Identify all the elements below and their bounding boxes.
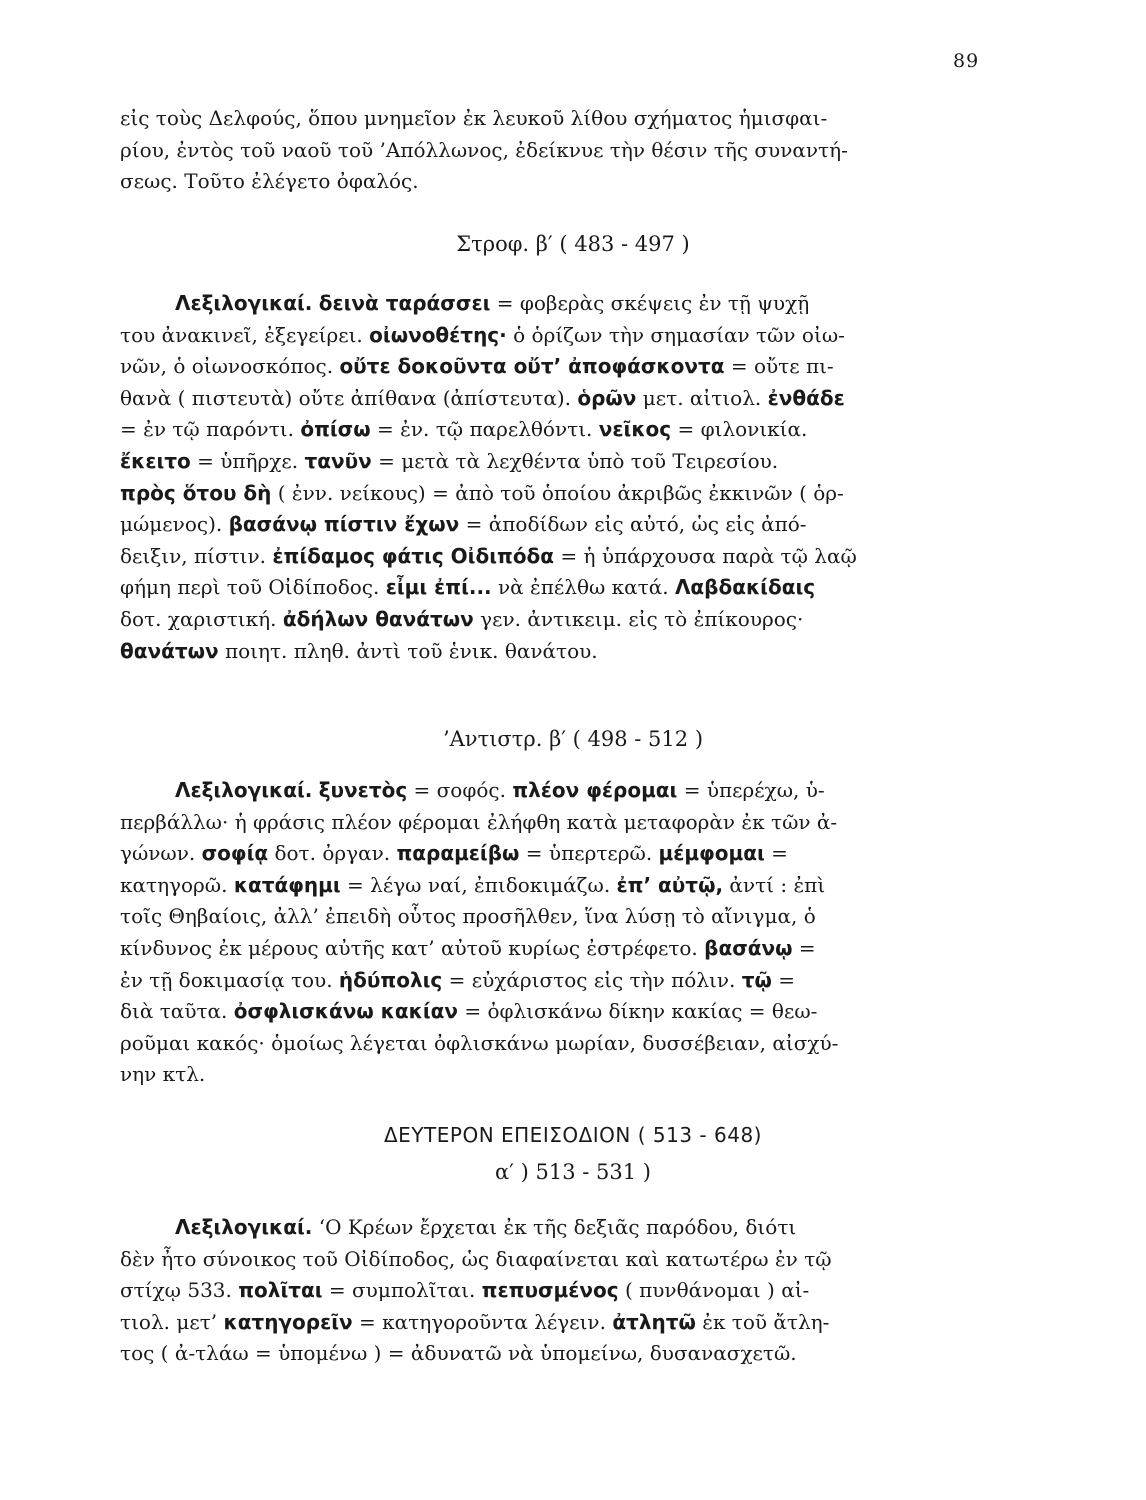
lemma-term: μέμφομαι [658,841,765,866]
text-line: διὰ ταῦτα. ὀσφλισκάνω κακίαν = ὀφλισκάνω δίκην κακίας = θεω- [120,999,818,1024]
lemma-term: σοφίᾳ [201,841,269,866]
intro-paragraph [120,103,993,198]
lemma-term: κατηγορεῖν [223,1309,353,1334]
text-line: πρὸς ὅτου δὴ ( ἐνν. νείκους) = ἀπὸ τοῦ ὁποίου ἀκριβῶς ἐκκινῶν ( ὁρ- [120,480,844,505]
text-line: Λεξιλογικαί. δεινὰ ταράσσει = φοβερὰς σκέψεις ἐν τῇ ψυχῇ [175,291,810,315]
text-line: ρίου, ἐντὸς τοῦ ναοῦ τοῦ ’Απόλλωνος, ἐδείκνυε τὴν θέσιν τῆς συναντή- [120,137,848,162]
text-line: νῶν, ὁ οἰωνοσκόπος. οὔτε δοκοῦντα οὔτ’ ἀποφάσκοντα = οὔτε πι- [120,354,834,379]
text-line: Λεξιλογικαί. ξυνετὸς = σοφός. πλέον φέρομαι = ὑπερέχω, ὑ- [175,778,825,802]
lemma-term: Λεξιλογικαί. [175,291,313,315]
heading-text: ΔΕΥΤΕΡΟΝ ΕΠΕΙΣΟΔΙΟΝ ( 513 - 648) [384,1123,762,1147]
heading-text: Στροφ. β′ ( 483 - 497 ) [456,232,690,256]
text-line: θανάτων ποιητ. πληθ. ἀντὶ τοῦ ἑνικ. θανάτου. [120,638,598,663]
text-line: νην κτλ. [120,1062,206,1087]
lemma-term: Λεξιλογικαί. [175,778,313,802]
text-line: τοῖς Θηβαίοις, ἀλλ’ ἐπειδὴ οὗτος προσῆλθεν, ἵνα λύσῃ τὸ αἴνιγμα, ὁ [120,904,816,929]
lemma-term: ξυνετὸς [318,778,408,802]
lemma-term: οἰωνοθέτης· [369,322,507,347]
lemma-term: ἔκειτο [120,448,191,473]
text-line: θανὰ ( πιστευτὰ) οὔτε ἀπίθανα (ἀπίστευτα). ὁρῶν μετ. αἰτιολ. ἐνθάδε [120,385,845,410]
lemma-term: ἀτλητῶ [612,1309,696,1334]
lemma-term: ἐπίδαμος φάτις Οἰδιπόδα [272,543,555,568]
text-line: κίνδυνος ἐκ μέρους αὐτῆς κατ’ αὐτοῦ κυρίως ἐστρέφετο. βασάνῳ = [120,935,816,960]
episode-subheading [0,1160,1146,1184]
lemma-term: παραμείβω [396,841,520,866]
lemma-term: πρὸς ὅτου δὴ [120,480,272,505]
text-line: κατηγορῶ. κατάφημι = λέγω ναί, ἐπιδοκιμάζω. ἐπ’ αὐτῷ, ἀντί : ἐπὶ [120,872,826,897]
text-line: στίχῳ 533. πολῖται = συμπολῖται. πεπυσμένος ( πυνθάνομαι ) αἰ- [120,1278,810,1303]
lemma-term: πεπυσμένος [481,1278,619,1303]
lemma-term: ὀσφλισκάνω κακίαν [233,999,458,1024]
lemma-term: βασάνῳ [704,935,793,960]
text-line: ἐν τῇ δοκιμασίᾳ του. ἡδύπολις = εὐχάριστος εἰς τὴν πόλιν. τῷ = [120,967,795,992]
text-line: ἔκειτο = ὑπῆρχε. τανῦν = μετὰ τὰ λεχθέντα ὑπὸ τοῦ Τειρεσίου. [120,448,779,473]
lemma-term: ἐνθάδε [767,385,845,410]
text-line: τος ( ἀ-τλάω = ὑπομένω ) = ἀδυνατῶ νὰ ὑπομείνω, δυσανασχετῶ. [120,1341,797,1366]
text-line: εἰς τοὺς Δελφούς, ὅπου μνημεῖον ἐκ λευκοῦ λίθου σχήματος ἡμισφαι- [120,106,828,130]
text-line: γώνων. σοφίᾳ δοτ. ὀργαν. παραμείβω = ὑπερτερῶ. μέμφομαι = [120,841,788,866]
lemma-term: ὁρῶν [577,385,637,410]
lemma-term: εἶμι ἐπί... [385,575,492,600]
page-number: 89 [953,50,980,72]
heading-text: α′ ) 513 - 531 ) [495,1160,651,1184]
lemma-term: νεῖκος [598,417,672,442]
lemma-term: ἀδήλων θανάτων [282,606,474,631]
lemma-term: κατάφημι [233,872,341,897]
text-line: = ἐν τῷ παρόντι. ὀπίσω = ἐν. τῷ παρελθόντι. νεῖκος = φιλονικία. [120,417,808,442]
glossary-paragraph-2 [120,775,993,1091]
text-line: σεως. Τοῦτο ἐλέγετο ὀφαλός. [120,169,419,194]
text-line: τιολ. μετ’ κατηγορεῖν = κατηγοροῦντα λέγειν. ἀτλητῶ ἐκ τοῦ ἄτλη- [120,1309,830,1334]
lemma-term: τῷ [741,967,772,992]
lemma-term: Λαβδακίδαις [674,575,816,600]
text-line: περβάλλω· ἡ φράσις πλέον φέρομαι ἐλήφθη κατὰ μεταφορὰν ἐκ τῶν ἀ- [120,809,838,834]
lemma-term: θανάτων [120,638,219,663]
lemma-term: πολῖται [238,1278,323,1303]
text-line: ροῦμαι κακός· ὁμοίως λέγεται ὀφλισκάνω μωρίαν, δυσσέβειαν, αἰσχύ- [120,1030,839,1055]
text-line: φήμη περὶ τοῦ Οἰδίποδος. εἶμι ἐπί... νὰ ἐπέλθω κατά. Λαβδακίδαις [120,575,816,600]
glossary-paragraph-1 [120,288,993,667]
lemma-term: ἡδύπολις [338,967,443,992]
text-line: του ἀνακινεῖ, ἐξεγείρει. οἰωνοθέτης· ὁ ὁρίζων τὴν σημασίαν τῶν οἰω- [120,322,845,347]
text-line: Λεξιλογικαί. ‘Ο Κρέων ἔρχεται ἐκ τῆς δεξιᾶς παρόδου, διότι [175,1215,797,1239]
glossary-paragraph-3 [120,1212,993,1370]
episode-heading [0,1123,1146,1147]
lemma-term: ἐπ’ αὐτῷ, [616,872,724,897]
section-heading-strophe [0,232,1146,256]
lemma-term: δεινὰ ταράσσει [318,291,491,315]
lemma-term: τανῦν [304,448,372,473]
text-line: δειξιν, πίστιν. ἐπίδαμος φάτις Οἰδιπόδα = ἡ ὑπάρχουσα παρὰ τῷ λαῷ [120,543,857,568]
text-line: δοτ. χαριστική. ἀδήλων θανάτων γεν. ἀντικειμ. εἰς τὸ ἐπίκουρος· [120,606,804,631]
lemma-term: ὀπίσω [300,417,371,442]
lemma-term: βασάνῳ πίστιν ἔχων [228,512,460,537]
text-line: μώμενος). βασάνῳ πίστιν ἔχων = ἀποδίδων εἰς αὐτό, ὡς εἰς ἀπό- [120,512,807,537]
heading-text: ’Αντιστρ. β′ ( 498 - 512 ) [442,727,704,751]
section-heading-antistrophe [0,727,1146,751]
text-line: δὲν ἦτο σύνοικος τοῦ Οἰδίποδος, ὡς διαφαίνεται καὶ κατωτέρω ἐν τῷ [120,1246,832,1271]
lemma-term: Λεξιλογικαί. [175,1215,313,1239]
lemma-term: πλέον φέρομαι [512,778,678,802]
lemma-term: οὔτε δοκοῦντα οὔτ’ ἀποφάσκοντα [339,354,725,379]
